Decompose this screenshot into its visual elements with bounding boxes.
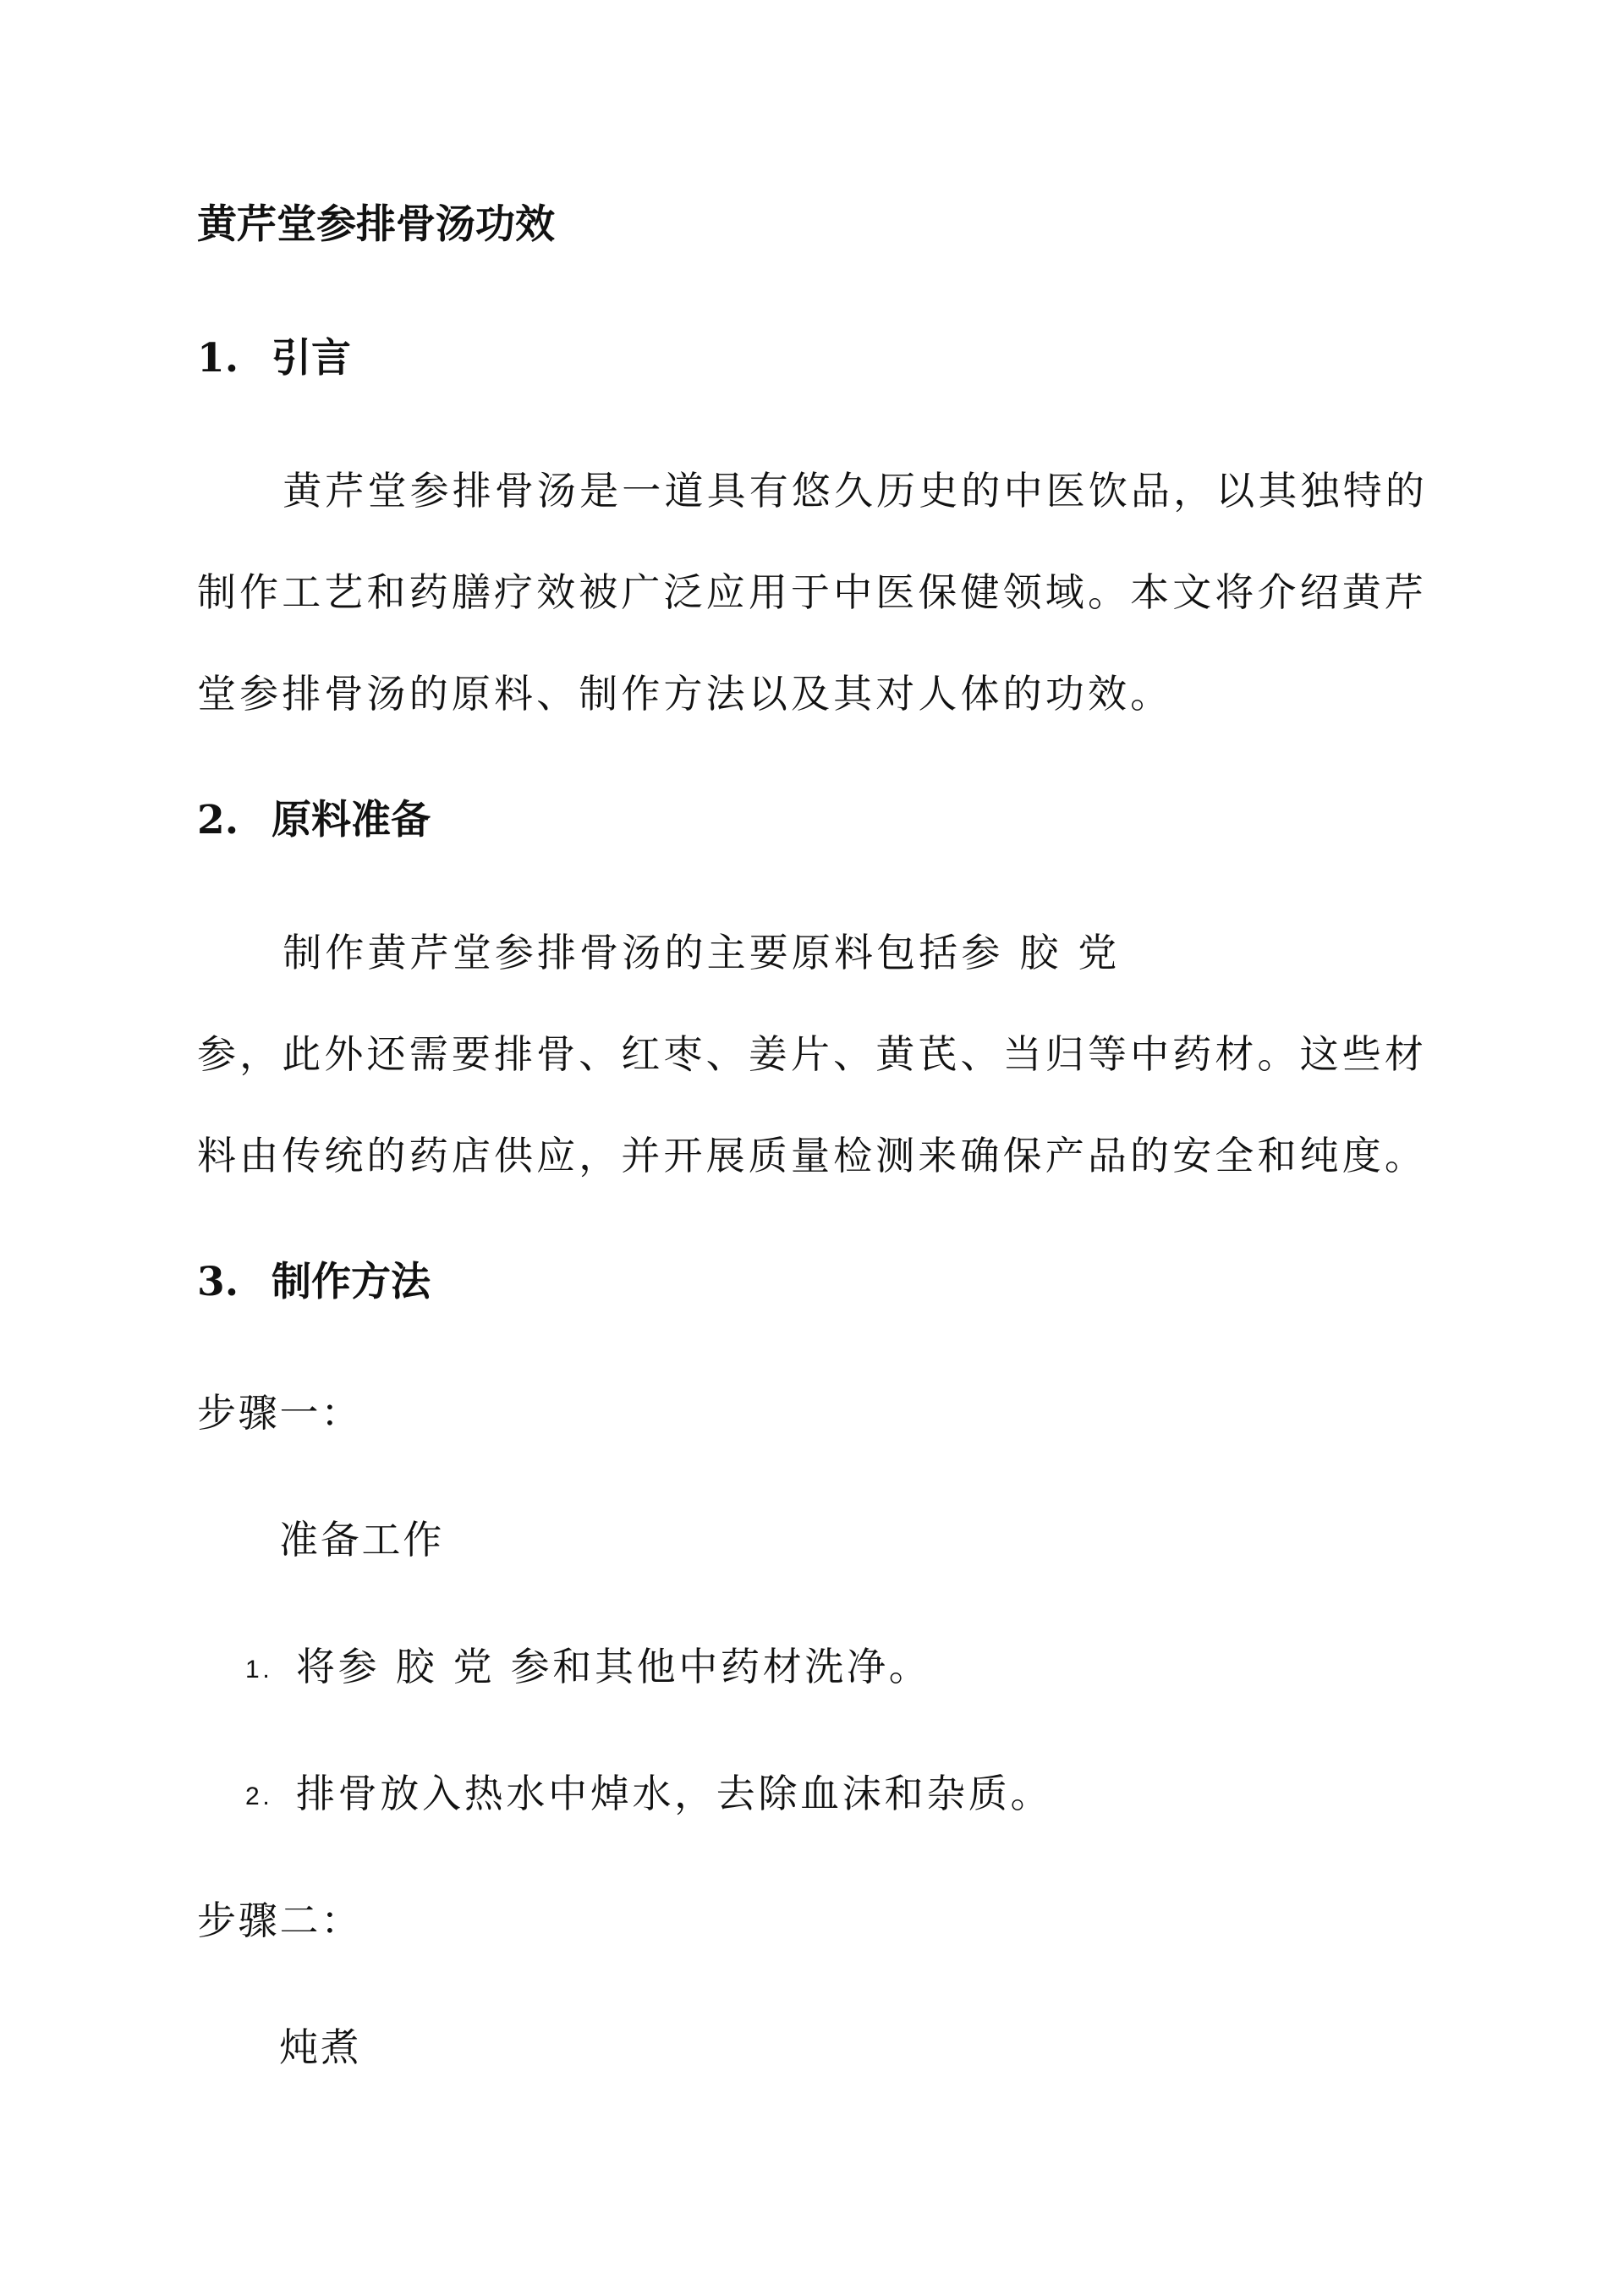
section-number: 1. xyxy=(197,335,239,382)
list-item-number: 2. xyxy=(245,1782,273,1810)
paragraph-line: 制作工艺和药膳疗效被广泛应用于中医保健领域。本文将介绍黄芹 xyxy=(197,569,1428,615)
section-heading-ingredients xyxy=(197,795,1432,846)
section-number: 3. xyxy=(197,1259,239,1305)
list-item xyxy=(245,1641,1480,1695)
section-title: 制作方法 xyxy=(272,1259,431,1305)
paragraph-line: 黄芹堂参排骨汤是一道具有悠久历史的中医饮品，以其独特的 xyxy=(283,468,1428,514)
step-two-label: 步骤二： xyxy=(197,1898,363,1943)
section-title: 引言 xyxy=(272,335,351,382)
list-item xyxy=(245,1768,1480,1822)
list-item-text: 将参 胶 党 参和其他中药材洗净。 xyxy=(296,1644,931,1689)
intro-paragraph xyxy=(197,440,1432,744)
paragraph-line: 参，此外还需要排骨、红枣、姜片、黄芪、当归等中药材。这些材 xyxy=(197,1031,1428,1077)
section-heading-method xyxy=(197,1257,1432,1308)
document-title: 黄芹堂参排骨汤功效 xyxy=(197,201,555,248)
section-heading-intro xyxy=(197,333,1432,384)
step-two-subtitle: 炖煮 xyxy=(279,2024,362,2070)
list-item-text: 排骨放入热水中焯水，去除血沫和杂质。 xyxy=(296,1771,1053,1816)
paragraph-line: 堂参排骨汤的原料、制作方法以及其对人体的功效。 xyxy=(197,671,1173,717)
step-one-subtitle: 准备工作 xyxy=(279,1517,445,1563)
list-item-number: 1. xyxy=(245,1656,273,1684)
ingredients-paragraph xyxy=(197,902,1432,1206)
section-number: 2. xyxy=(197,797,239,843)
step-one-label: 步骤一： xyxy=(197,1390,363,1436)
paragraph-line: 制作黄芹堂参排骨汤的主要原料包括参 胶 党 xyxy=(283,930,1121,975)
section-title: 原料准备 xyxy=(272,797,431,843)
paragraph-line: 料由传统的药店供应，并开展质量检测来确保产品的安全和纯度。 xyxy=(197,1133,1428,1178)
